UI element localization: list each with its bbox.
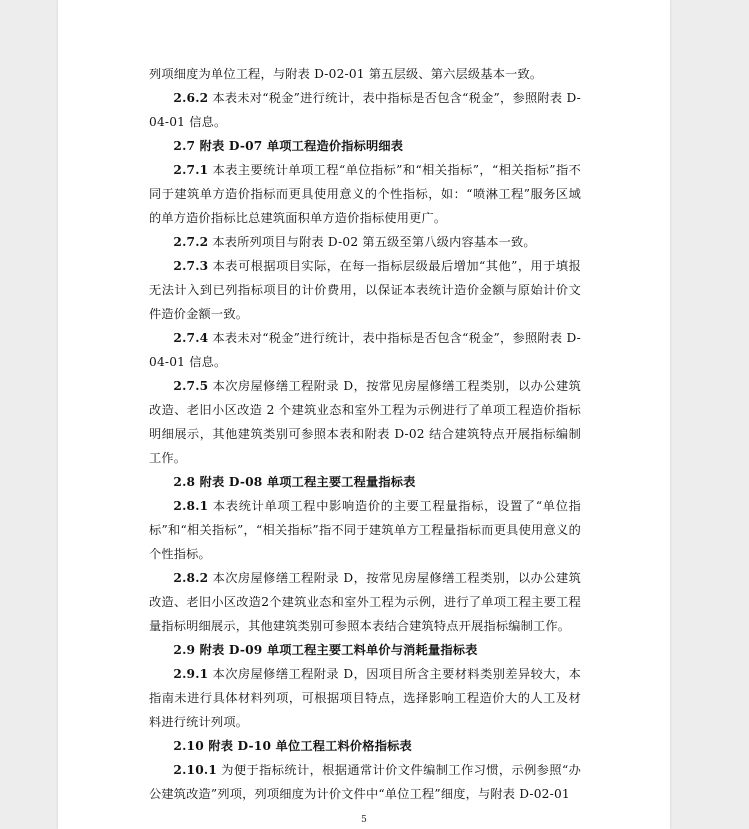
clause-number: 2.7.3 [173,259,209,273]
clause-number: 2.8.2 [173,571,209,585]
clause-2-9-1 [149,662,581,734]
clause-2-6-2 [149,86,581,134]
document-page [58,0,670,829]
clause-2-7-2 [149,230,581,254]
page-content [149,62,581,806]
clause-number: 2.9.1 [173,667,209,681]
paragraph-text: 列项细度为单位工程，与附表 D-02-01 第五层级、第六层级基本一致。 [149,67,543,81]
clause-text: 为便于指标统计，根据通常计价文件编制工作习惯，示例参照“办公建筑改造”列项，列项细度为计价文件中“单位工程”细度，与附表 D-02-01 [149,763,581,801]
clause-text: 本次房屋修缮工程附录 D，按常见房屋修缮工程类别，以办公建筑改造、老旧小区改造2个建筑业态和室外工程为示例，进行了单项工程主要工程量指标明细展示，其他建筑类别可参照本表结合建筑特点开展指标编制工作。 [149,571,581,633]
paragraph-continuation [149,62,581,86]
section-heading-2-10: 2.10 附表 D-10 单位工程工料价格指标表 [173,739,412,753]
clause-2-7-3 [149,254,581,326]
section-heading-2-8: 2.8 附表 D-08 单项工程主要工程量指标表 [173,475,416,489]
clause-2-7-4 [149,326,581,374]
clause-text: 本表未对“税金”进行统计，表中指标是否包含“税金”，参照附表 D-04-01 信息。 [149,331,581,369]
clause-number: 2.7.5 [173,379,209,393]
clause-number: 2.7.4 [173,331,209,345]
clause-text: 本表主要统计单项工程“单位指标”和“相关指标”，“相关指标”指不同于建筑单方造价指标而更具使用意义的个性指标，如：“喷淋工程”服务区域的单方造价指标比总建筑面积单方造价指标使用更广。 [149,163,581,225]
clause-number: 2.10.1 [173,763,217,777]
clause-number: 2.7.1 [173,163,209,177]
clause-text: 本表所列项目与附表 D-02 第五级至第八级内容基本一致。 [212,235,536,249]
section-heading-2-9: 2.9 附表 D-09 单项工程主要工料单价与消耗量指标表 [173,643,478,657]
clause-2-7-1 [149,158,581,230]
clause-text: 本表可根据项目实际，在每一指标层级最后增加“其他”，用于填报无法计入到已列指标项目的计价费用，以保证本表统计造价金额与原始计价文件造价金额一致。 [149,259,581,321]
clause-2-8-1 [149,494,581,566]
clause-2-8-2 [149,566,581,638]
section-heading-2-7: 2.7 附表 D-07 单项工程造价指标明细表 [173,139,404,153]
clause-2-10-1 [149,758,581,806]
clause-text: 本表未对“税金”进行统计，表中指标是否包含“税金”，参照附表 D-04-01 信息。 [149,91,581,129]
clause-2-7-5 [149,374,581,470]
clause-text: 本次房屋修缮工程附录 D，按常见房屋修缮工程类别，以办公建筑改造、老旧小区改造 2 个建筑业态和室外工程为示例进行了单项工程造价指标明细展示，其他建筑类别可参照本表和附表 D-02 结合建筑特点开展指标编制工作。 [149,379,581,465]
clause-text: 本表统计单项工程中影响造价的主要工程量指标，设置了“单位指标”和“相关指标”，“相关指标”指不同于建筑单方工程量指标而更具使用意义的个性指标。 [149,499,581,561]
clause-number: 2.7.2 [173,235,209,249]
clause-number: 2.8.1 [173,499,209,513]
clause-number: 2.6.2 [173,91,209,105]
clause-text: 本次房屋修缮工程附录 D，因项目所含主要材料类别差异较大，本指南未进行具体材料列项，可根据项目特点，选择影响工程造价大的人工及材料进行统计列项。 [149,667,581,729]
page-number: 5 [361,815,367,825]
